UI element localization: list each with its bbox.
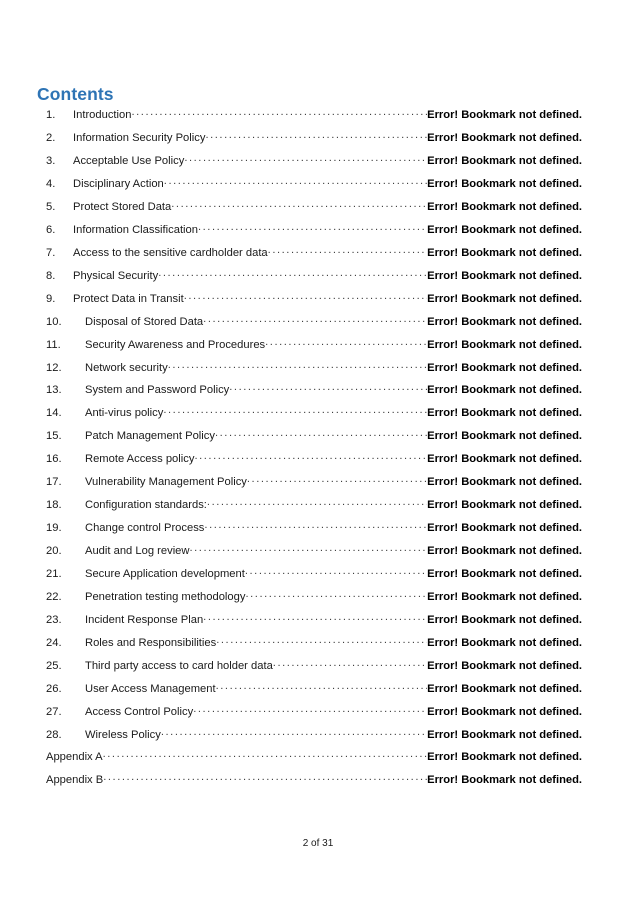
toc-entry-page-ref: Error! Bookmark not defined. <box>427 705 582 718</box>
toc-dot-leader <box>229 382 427 393</box>
toc-dot-leader <box>203 612 427 623</box>
toc-entry-title[interactable]: Audit and Log review <box>85 545 190 557</box>
toc-dot-leader <box>168 359 427 370</box>
toc-entry-number: 13. <box>46 384 62 397</box>
toc-entry-page-ref: Error! Bookmark not defined. <box>427 659 582 672</box>
toc-entry-title[interactable]: Incident Response Plan <box>85 613 204 626</box>
toc-entry-title[interactable]: Wireless Policy <box>85 728 161 741</box>
toc-entry-title[interactable]: Physical Security <box>73 269 159 282</box>
toc-entry-page-ref: Error! Bookmark not defined. <box>427 430 582 443</box>
toc-entry[interactable] <box>46 336 582 359</box>
toc-entry-page-ref: Error! Bookmark not defined. <box>427 545 582 557</box>
toc-entry[interactable] <box>46 268 582 291</box>
table-of-contents <box>46 107 582 795</box>
toc-dot-leader <box>184 291 427 302</box>
toc-entry[interactable] <box>46 222 582 245</box>
toc-entry-title[interactable]: Change control Process <box>85 522 205 535</box>
toc-entry-title[interactable]: Protect Stored Data <box>73 200 172 213</box>
toc-dot-leader <box>158 268 427 279</box>
toc-dot-leader <box>198 222 427 233</box>
toc-entry-number: 10. <box>46 315 62 328</box>
toc-entry-title[interactable]: Security Awareness and Procedures <box>85 338 266 351</box>
toc-entry-number: 4. <box>46 178 56 190</box>
toc-entry-title[interactable]: Introduction <box>73 109 132 122</box>
toc-entry-title[interactable]: Penetration testing methodology <box>85 590 246 603</box>
toc-dot-leader <box>189 543 427 554</box>
toc-entry-page-ref: Error! Bookmark not defined. <box>427 453 582 466</box>
toc-entry-page-ref: Error! Bookmark not defined. <box>427 522 582 535</box>
toc-entry-page-ref: Error! Bookmark not defined. <box>427 338 582 351</box>
toc-entry[interactable] <box>46 359 582 382</box>
toc-entry[interactable] <box>46 451 582 474</box>
toc-dot-leader <box>247 474 427 485</box>
toc-entry-title[interactable]: Access Control Policy <box>85 705 194 718</box>
toc-entry-title[interactable]: Disposal of Stored Data <box>85 315 204 328</box>
toc-entry-number: 12. <box>46 361 62 374</box>
toc-entry-page-ref: Error! Bookmark not defined. <box>427 613 582 626</box>
toc-entry-title[interactable]: Patch Management Policy <box>85 430 215 443</box>
toc-entry[interactable] <box>46 313 582 336</box>
toc-entry-title[interactable]: Information Classification <box>73 223 198 236</box>
toc-dot-leader <box>268 245 428 256</box>
page-title: Contents <box>37 84 114 104</box>
toc-entry[interactable] <box>46 749 582 772</box>
toc-entry-title[interactable]: Configuration standards: <box>85 499 207 512</box>
toc-dot-leader <box>161 726 427 737</box>
toc-entry[interactable] <box>46 703 582 726</box>
toc-dot-leader <box>265 336 427 347</box>
toc-entry-number: 20. <box>46 545 62 557</box>
toc-dot-leader <box>131 107 427 118</box>
toc-entry[interactable] <box>46 497 582 520</box>
toc-entry-page-ref: Error! Bookmark not defined. <box>427 361 582 374</box>
toc-entry[interactable] <box>46 658 582 681</box>
toc-entry-page-ref: Error! Bookmark not defined. <box>427 178 582 190</box>
toc-dot-leader <box>204 520 427 531</box>
toc-entry-page-ref: Error! Bookmark not defined. <box>427 109 582 122</box>
toc-entry-page-ref: Error! Bookmark not defined. <box>427 636 582 649</box>
toc-entry[interactable] <box>46 566 582 589</box>
toc-entry-title[interactable]: Protect Data in Transit <box>73 292 184 305</box>
toc-entry-page-ref: Error! Bookmark not defined. <box>427 774 582 787</box>
toc-entry-title[interactable]: Access to the sensitive cardholder data <box>73 246 268 259</box>
toc-entry-number: 19. <box>46 522 62 535</box>
toc-entry[interactable] <box>46 107 582 130</box>
toc-entry-number: 18. <box>46 499 62 512</box>
toc-entry[interactable] <box>46 474 582 497</box>
toc-entry-number: 24. <box>46 636 62 649</box>
toc-entry-number: 1. <box>46 109 56 122</box>
toc-entry-page-ref: Error! Bookmark not defined. <box>427 590 582 603</box>
toc-dot-leader <box>245 589 427 600</box>
toc-entry-number: 17. <box>46 476 62 489</box>
toc-entry[interactable] <box>46 635 582 658</box>
toc-entry-title[interactable]: Secure Application development <box>85 567 245 580</box>
toc-entry-page-ref: Error! Bookmark not defined. <box>427 269 582 282</box>
toc-entry-title[interactable]: Roles and Responsibilities <box>85 636 217 649</box>
toc-entry-title[interactable]: Information Security Policy <box>73 132 206 145</box>
toc-dot-leader <box>103 772 427 783</box>
toc-entry-number: 23. <box>46 613 62 626</box>
toc-entry[interactable] <box>46 176 582 199</box>
toc-entry-title[interactable]: Third party access to card holder data <box>85 659 273 672</box>
toc-entry-number: 3. <box>46 155 56 168</box>
toc-dot-leader <box>216 680 428 691</box>
toc-entry[interactable] <box>46 153 582 176</box>
toc-entry-title[interactable]: Network security <box>85 361 168 374</box>
toc-entry-page-ref: Error! Bookmark not defined. <box>427 751 582 764</box>
toc-entry[interactable] <box>46 520 582 543</box>
toc-entry-number: 7. <box>46 246 56 259</box>
toc-entry[interactable] <box>46 612 582 635</box>
toc-entry-page-ref: Error! Bookmark not defined. <box>427 155 582 168</box>
toc-dot-leader <box>216 635 427 646</box>
toc-dot-leader <box>215 428 427 439</box>
toc-entry-title[interactable]: Acceptable Use Policy <box>73 155 185 168</box>
toc-dot-leader <box>245 566 427 577</box>
toc-entry-number: 5. <box>46 200 56 213</box>
toc-dot-leader <box>164 176 427 187</box>
toc-entry-title[interactable]: System and Password Policy <box>85 384 230 397</box>
toc-entry[interactable] <box>46 726 582 749</box>
toc-entry-title[interactable]: Remote Access policy <box>85 453 195 466</box>
toc-entry-number: 26. <box>46 682 62 695</box>
toc-entry-number: 14. <box>46 407 62 420</box>
toc-entry-page-ref: Error! Bookmark not defined. <box>427 682 582 695</box>
toc-entry-number: 9. <box>46 292 56 305</box>
toc-entry-page-ref: Error! Bookmark not defined. <box>427 407 582 420</box>
toc-entry[interactable] <box>46 428 582 451</box>
toc-entry-page-ref: Error! Bookmark not defined. <box>427 728 582 741</box>
toc-entry[interactable] <box>46 680 582 703</box>
toc-entry-page-ref: Error! Bookmark not defined. <box>427 223 582 236</box>
toc-entry-number: 25. <box>46 659 62 672</box>
toc-entry-page-ref: Error! Bookmark not defined. <box>427 476 582 489</box>
toc-entry-page-ref: Error! Bookmark not defined. <box>427 200 582 213</box>
toc-entry[interactable] <box>46 543 582 566</box>
toc-entry-page-ref: Error! Bookmark not defined. <box>427 384 582 397</box>
toc-entry-number: 27. <box>46 705 62 718</box>
toc-entry-number: 2. <box>46 132 56 145</box>
toc-entry-number: 21. <box>46 567 62 580</box>
toc-entry-title[interactable]: Vulnerability Management Policy <box>85 476 247 489</box>
toc-entry[interactable] <box>46 772 582 795</box>
toc-entry[interactable] <box>46 130 582 153</box>
toc-dot-leader <box>103 749 428 760</box>
toc-entry[interactable] <box>46 382 582 405</box>
toc-dot-leader <box>194 451 427 462</box>
toc-entry-number: 28. <box>46 728 62 741</box>
toc-entry-page-ref: Error! Bookmark not defined. <box>427 567 582 580</box>
toc-entry[interactable] <box>46 405 582 428</box>
toc-entry[interactable] <box>46 291 582 314</box>
toc-entry[interactable] <box>46 245 582 268</box>
page-footer: 2 of 31 <box>302 838 334 849</box>
toc-entry-title[interactable]: User Access Management <box>85 682 216 695</box>
toc-dot-leader <box>205 130 427 141</box>
toc-dot-leader <box>184 153 427 164</box>
toc-dot-leader <box>273 658 427 669</box>
toc-dot-leader <box>163 405 427 416</box>
toc-entry-page-ref: Error! Bookmark not defined. <box>427 292 582 305</box>
toc-entry-number: 22. <box>46 590 62 603</box>
toc-entry-page-ref: Error! Bookmark not defined. <box>427 315 582 328</box>
toc-entry-title[interactable]: Appendix A <box>46 751 103 764</box>
toc-entry[interactable] <box>46 589 582 612</box>
toc-entry-number: 8. <box>46 269 56 282</box>
toc-dot-leader <box>207 497 427 508</box>
toc-entry-title[interactable]: Disciplinary Action <box>73 178 164 190</box>
toc-entry-title[interactable]: Appendix B <box>46 774 104 787</box>
toc-entry-number: 11. <box>46 338 61 351</box>
toc-entry-title[interactable]: Anti-virus policy <box>85 407 164 420</box>
toc-dot-leader <box>193 703 427 714</box>
toc-entry-number: 15. <box>46 430 62 443</box>
toc-entry-page-ref: Error! Bookmark not defined. <box>427 499 582 512</box>
toc-entry-page-ref: Error! Bookmark not defined. <box>427 246 582 259</box>
toc-entry-number: 6. <box>46 223 56 236</box>
toc-dot-leader <box>203 313 427 324</box>
toc-entry-page-ref: Error! Bookmark not defined. <box>427 132 582 145</box>
toc-entry[interactable] <box>46 199 582 222</box>
toc-entry-number: 16. <box>46 453 62 466</box>
toc-dot-leader <box>171 199 427 210</box>
